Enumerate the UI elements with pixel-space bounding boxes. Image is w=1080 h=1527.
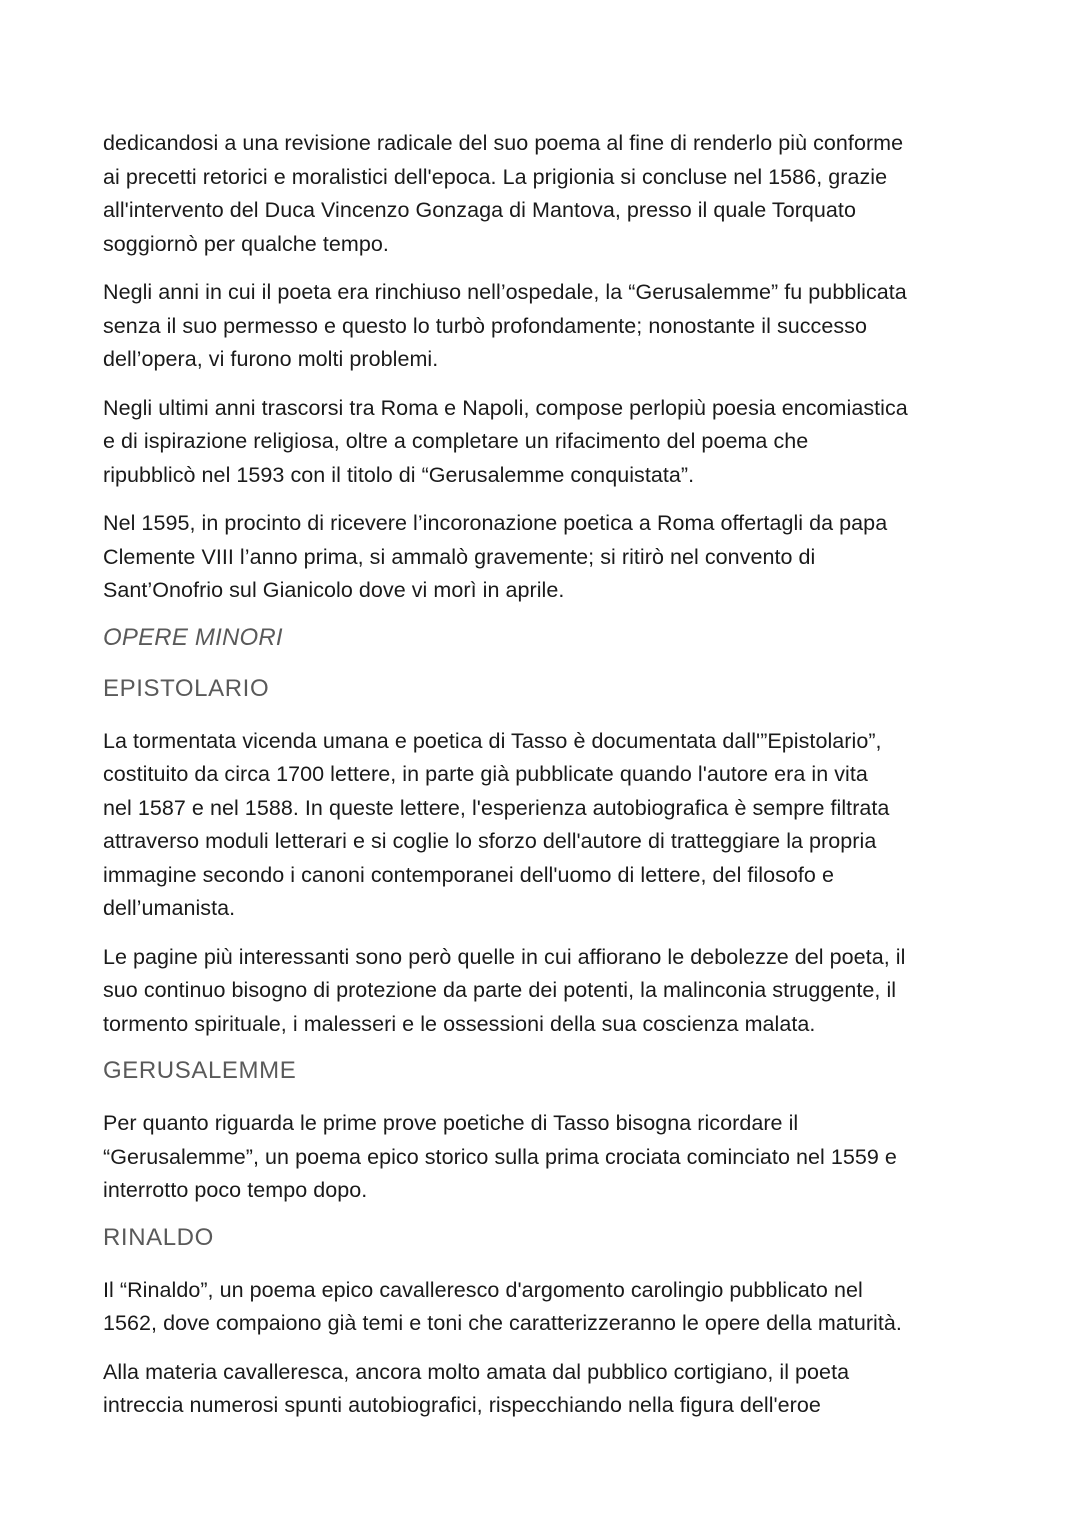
text-line: Nel 1595, in procinto di ricevere l’incoronazione poetica a Roma offertagli da papa (103, 511, 888, 535)
text-line: suo continuo bisogno di protezione da parte dei potenti, la malinconia struggente, il (103, 978, 897, 1002)
text-line: dell’umanista. (103, 896, 236, 920)
paragraph-ultimi-anni (103, 392, 983, 493)
paragraph-materia-cavalleresca (103, 1356, 983, 1423)
paragraph-rinaldo (103, 1274, 983, 1341)
text-line: dell’opera, vi furono molti problemi. (103, 347, 439, 371)
paragraph-revisione (103, 127, 983, 261)
text-line: tormento spirituale, i malesseri e le ossessioni della sua coscienza malata. (103, 1011, 816, 1036)
text-line: intreccia numerosi spunti autobiografici, rispecchiando nella figura dell'eroe (103, 1393, 821, 1417)
text-line: Negli anni in cui il poeta era rinchiuso nell’ospedale, la “Gerusalemme” fu pubblicata (103, 280, 907, 304)
text-line: interrotto poco tempo dopo. (103, 1178, 368, 1202)
text-line: La tormentata vicenda umana e poetica di Tasso è documentata dall'”Epistolario”, (103, 728, 882, 753)
text-line: all'intervento del Duca Vincenzo Gonzaga di Mantova, presso il quale Torquato (103, 198, 856, 222)
text-line: Sant’Onofrio sul Gianicolo dove vi morì in aprile. (103, 578, 565, 602)
paragraph-pagine-interessanti (103, 941, 983, 1042)
paragraph-epistolario (103, 725, 983, 926)
text-line: Il “Rinaldo”, un poema epico cavalleresco d'argomento carolingio pubblicato nel (103, 1277, 863, 1302)
text-line: “Gerusalemme”, un poema epico storico sulla prima crociata cominciato nel 1559 e (103, 1144, 897, 1169)
text-line: soggiornò per qualche tempo. (103, 231, 389, 256)
text-line: Clemente VIII l’anno prima, si ammalò gravemente; si ritirò nel convento di (103, 544, 816, 569)
heading-gerusalemme: GERUSALEMME (103, 1057, 297, 1084)
heading-rinaldo: RINALDO (103, 1223, 214, 1251)
text-line: ai precetti retorici e moralistici dell'epoca. La prigionia si concluse nel 1586, grazie (103, 164, 888, 189)
text-line: dedicandosi a una revisione radicale del suo poema al fine di renderlo più conforme (103, 131, 904, 155)
text-line: Negli ultimi anni trascorsi tra Roma e Napoli, compose perlopiù poesia encomiastica (103, 395, 908, 420)
paragraph-gerusalemme (103, 1107, 983, 1208)
text-line: costituito da circa 1700 lettere, in parte già pubblicate quando l'autore era in vita (103, 762, 868, 786)
heading-epistolario: EPISTOLARIO (103, 674, 270, 702)
paragraph-morte (103, 507, 983, 608)
text-line: attraverso moduli letterari e si coglie lo sforzo dell'autore di tratteggiare la propria (103, 829, 877, 853)
document-page (103, 127, 983, 1438)
paragraph-ospedale (103, 276, 983, 377)
text-line: Per quanto riguarda le prime prove poetiche di Tasso bisogna ricordare il (103, 1111, 799, 1135)
text-line: Le pagine più interessanti sono però quelle in cui affiorano le debolezze del poeta, il (103, 944, 906, 969)
text-line: 1562, dove compaiono già temi e toni che caratterizzeranno le opere della maturità. (103, 1311, 902, 1335)
text-line: Alla materia cavalleresca, ancora molto amata dal pubblico cortigiano, il poeta (103, 1359, 850, 1384)
text-line: ripubblicò nel 1593 con il titolo di “Gerusalemme conquistata”. (103, 462, 695, 487)
text-line: e di ispirazione religiosa, oltre a completare un rifacimento del poema che (103, 429, 809, 453)
text-line: immagine secondo i canoni contemporanei dell'uomo di lettere, del filosofo e (103, 862, 834, 887)
text-line: senza il suo permesso e questo lo turbò profondamente; nonostante il successo (103, 313, 867, 338)
text-line: nel 1587 e nel 1588. In queste lettere, l'esperienza autobiografica è sempre filtrata (103, 795, 890, 820)
heading-opere-minori: OPERE MINORI (103, 623, 283, 651)
